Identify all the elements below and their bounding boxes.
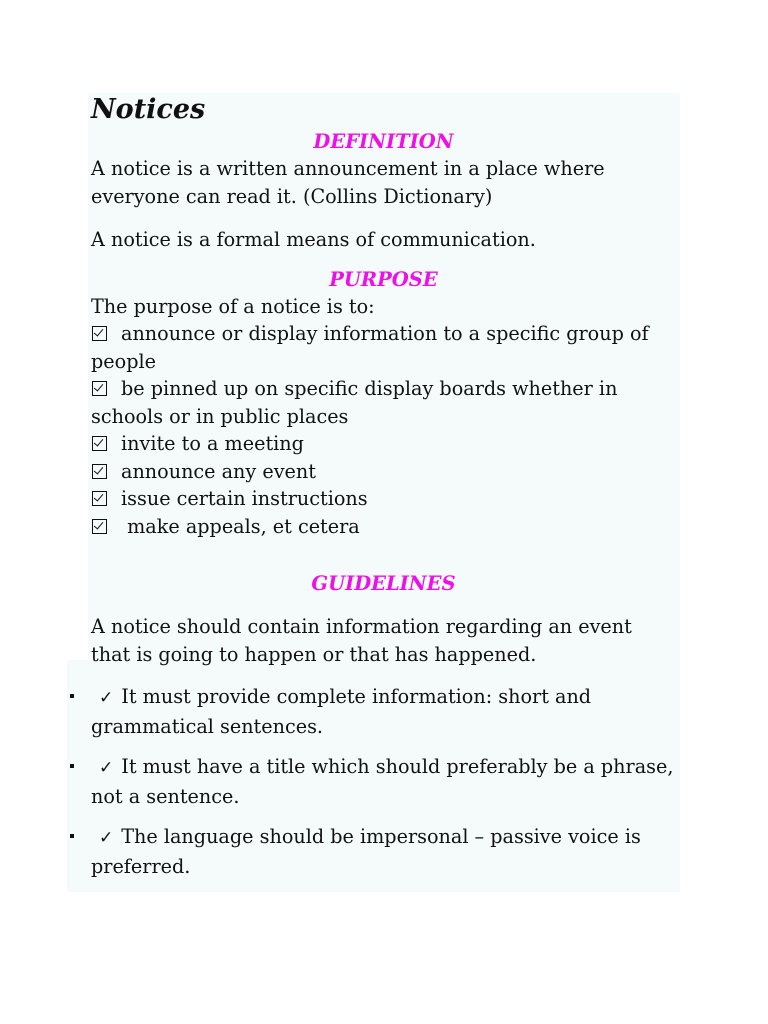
definition-heading: DEFINITION: [313, 130, 454, 153]
purpose-item: [91, 485, 676, 513]
checked-box-icon: [92, 464, 107, 479]
guidelines-section: [91, 570, 676, 880]
definition-paragraph: A notice is a formal means of communication.: [91, 228, 536, 251]
square-bullet-icon: [70, 694, 74, 698]
purpose-item-text: make appeals, et cetera: [121, 514, 360, 538]
definition-paragraph: A notice is a written announcement in a place where everyone can read it. (Collins Dictionary): [91, 157, 605, 208]
guidelines-list: [91, 683, 676, 880]
page-title: Notices: [91, 94, 206, 125]
purpose-intro: The purpose of a notice is to:: [91, 294, 375, 318]
checked-box-icon: [92, 326, 107, 341]
purpose-heading: PURPOSE: [329, 267, 438, 291]
checkmark-icon: ✓: [99, 688, 114, 708]
guideline-item-text: It must have a title which should preferably be a phrase, not a sentence.: [91, 755, 674, 808]
guideline-item-text: The language should be impersonal – passive voice is preferred.: [91, 825, 641, 878]
purpose-item: [91, 320, 676, 375]
guideline-item: [91, 823, 676, 880]
guideline-item: [91, 683, 676, 740]
guideline-item-text: It must provide complete information: short and grammatical sentences.: [91, 685, 592, 738]
checked-box-icon: [92, 519, 107, 534]
purpose-item: [91, 513, 676, 541]
purpose-list: [91, 320, 676, 540]
checked-box-icon: [92, 491, 107, 506]
purpose-item-text: issue certain instructions: [121, 487, 368, 510]
document-body: [91, 92, 676, 880]
checkmark-icon: ✓: [99, 758, 114, 778]
checkmark-icon: ✓: [99, 828, 114, 848]
square-bullet-icon: [70, 834, 74, 838]
checked-box-icon: [92, 436, 107, 451]
square-bullet-icon: [70, 764, 74, 768]
purpose-item-text: be pinned up on specific display boards whether in schools or in public places: [91, 377, 618, 428]
guideline-item: [91, 753, 676, 810]
checked-box-icon: [92, 381, 107, 396]
purpose-item: [91, 458, 676, 486]
purpose-item-text: invite to a meeting: [121, 432, 304, 455]
guidelines-heading: GUIDELINES: [311, 572, 456, 595]
purpose-item-text: announce any event: [121, 459, 316, 483]
purpose-item: [91, 430, 676, 458]
guidelines-intro: A notice should contain information regarding an event that is going to happen or that has happened.: [91, 615, 632, 666]
purpose-item: [91, 375, 676, 430]
purpose-item-text: announce or display information to a specific group of people: [91, 322, 649, 373]
purpose-section: [91, 266, 676, 541]
definition-section: [91, 128, 676, 254]
